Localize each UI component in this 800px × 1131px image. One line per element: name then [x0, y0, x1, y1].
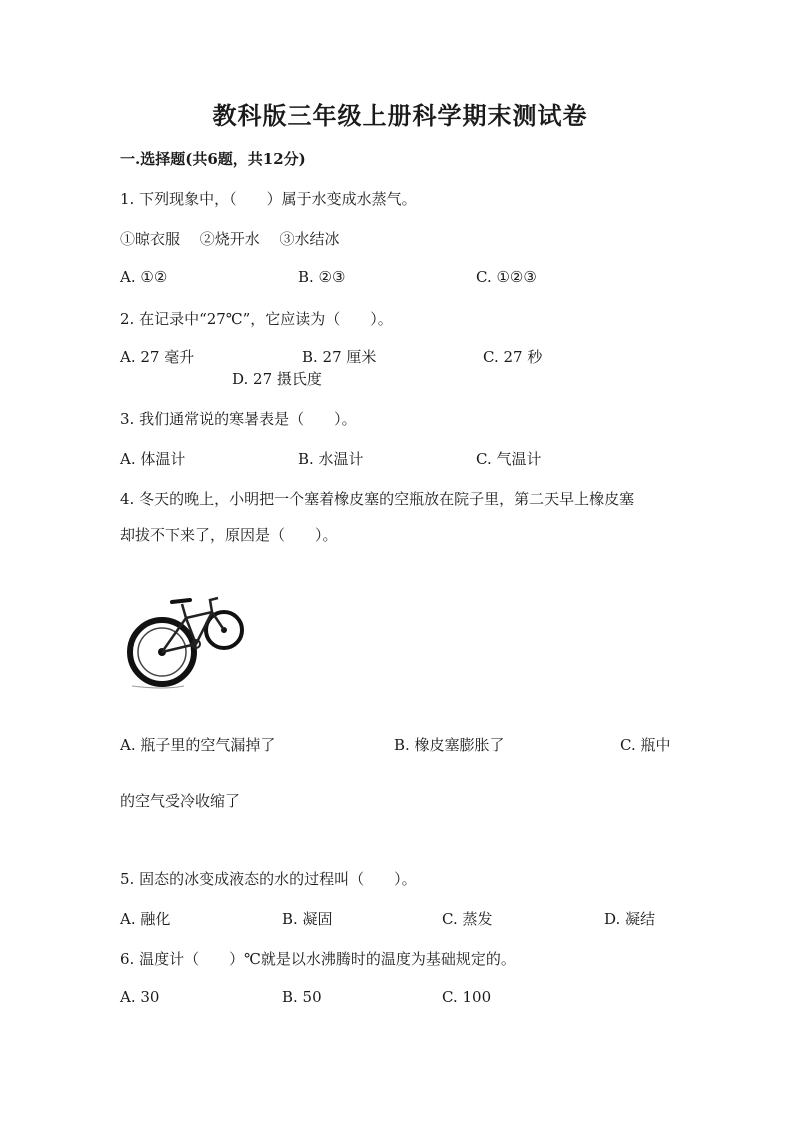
question-5-option-c[interactable]: C. 蒸发	[442, 910, 493, 928]
question-5-option-a[interactable]: A. 融化	[120, 910, 171, 928]
question-1-option-b[interactable]: B. ②③	[298, 268, 346, 286]
question-1-option-a[interactable]: A. ①②	[120, 268, 168, 286]
question-3-option-a[interactable]: A. 体温计	[120, 450, 186, 468]
question-6-option-c[interactable]: C. 100	[442, 988, 492, 1006]
question-6-stem: 6. 温度计（ ）℃就是以水沸腾时的温度为基础规定的。	[120, 950, 516, 968]
question-4-option-c[interactable]: C. 瓶中	[620, 736, 671, 754]
question-4-stem-line2: 却拔不下来了，原因是（ ）。	[120, 526, 338, 544]
question-2-option-d[interactable]: D. 27 摄氏度	[232, 370, 322, 388]
question-3-option-c[interactable]: C. 气温计	[476, 450, 542, 468]
question-4-option-b[interactable]: B. 橡皮塞膨胀了	[394, 736, 505, 754]
question-1-substem: ①晾衣服 ②烧开水 ③水结冰	[120, 230, 340, 248]
question-1-stem: 1. 下列现象中，（ ）属于水变成水蒸气。	[120, 190, 417, 208]
page-title: 教科版三年级上册科学期末测试卷	[212, 101, 588, 130]
bicycle-illustration	[124, 582, 254, 694]
bicycle-icon	[124, 582, 254, 694]
question-6-option-b[interactable]: B. 50	[282, 988, 322, 1006]
question-5-option-d[interactable]: D. 凝结	[604, 910, 656, 928]
question-2-option-a[interactable]: A. 27 毫升	[120, 348, 195, 366]
section-heading: 一.选择题(共6题，共12分)	[120, 150, 306, 168]
question-5-stem: 5. 固态的冰变成液态的水的过程叫（ ）。	[120, 870, 417, 888]
question-2-option-c[interactable]: C. 27 秒	[483, 348, 543, 366]
question-4-option-c-continued: 的空气受冷收缩了	[120, 792, 241, 810]
question-3-option-b[interactable]: B. 水温计	[298, 450, 364, 468]
question-1-option-c[interactable]: C. ①②③	[476, 268, 537, 286]
question-5-option-b[interactable]: B. 凝固	[282, 910, 333, 928]
question-2-stem: 2. 在记录中“27℃”，它应读为（ ）。	[120, 310, 393, 328]
question-2-option-b[interactable]: B. 27 厘米	[302, 348, 377, 366]
question-6-option-a[interactable]: A. 30	[120, 988, 160, 1006]
question-4-option-a[interactable]: A. 瓶子里的空气漏掉了	[120, 736, 276, 754]
question-3-stem: 3. 我们通常说的寒暑表是（ ）。	[120, 410, 357, 428]
question-4-stem-line1: 4. 冬天的晚上，小明把一个塞着橡皮塞的空瓶放在院子里，第二天早上橡皮塞	[120, 490, 635, 508]
